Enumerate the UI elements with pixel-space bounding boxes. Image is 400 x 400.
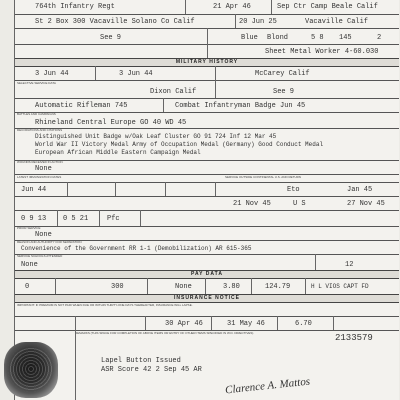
service-row-2: [15, 196, 399, 211]
soldier-deposits-value: None: [175, 283, 192, 291]
mh-row-wounds: WOUNDS RECEIVED IN ACTION None: [15, 160, 399, 175]
decorations-line-3: European African Middle Eastern Campaign Medal: [35, 149, 201, 156]
header-row-3: [15, 28, 399, 45]
longevity-value: 0: [25, 283, 30, 291]
insurance-band: INSURANCE NOTICE: [15, 294, 399, 303]
unit-value: 764th Infantry Regt: [35, 3, 115, 11]
departure-2-destination: U S: [293, 200, 306, 208]
pay-row: [15, 278, 399, 295]
occupation-value: Sheet Metal Worker 4-60.030: [265, 48, 379, 56]
discharge-document: [14, 0, 399, 400]
locator-value: See 9: [100, 34, 122, 42]
serial-stamp-value: 2133579: [335, 333, 373, 343]
height-value: 5 8: [311, 34, 324, 42]
remarks-row: REMARKS (THIS SPACE FOR COMPLETION OF ABOVE ITEMS OR ENTRY OF OTHER ITEMS SPECIFIED IN W.D. DIRECTIVES) 2133579 Lapel Button Issued ASR Score 42 2 Sep 45 AR: [15, 330, 399, 400]
prior-service-value: None: [35, 231, 52, 239]
induction-date-value: 3 Jun 44: [35, 70, 69, 78]
foreign-service-value: 0 5 21: [63, 215, 89, 223]
entry-place-value: McCarey Calif: [255, 70, 310, 78]
reason-value: Convenience of the Government RR 1-1 (Demobilization) AR 615-365: [21, 245, 252, 252]
reason-row: REASON AND AUTHORITY FOR SEPARATION Convenience of the Government RR 1-1 (Demobilization) AR 615-365: [15, 240, 399, 255]
thumbprint-ridges-icon: [8, 346, 54, 392]
separation-date-value: 21 Apr 46: [213, 3, 251, 11]
disbursing-officer-value: H L VIOS CAPT FD: [311, 283, 369, 290]
departure-1-destination: Eto: [287, 186, 300, 194]
departure-1-date: Jun 44: [21, 186, 47, 194]
dependents-value: 2: [377, 34, 382, 42]
premium-value: 6.70: [295, 320, 312, 328]
soldier-signature: Clarence A. Mattos: [224, 375, 311, 397]
schools-row: SERVICE SCHOOLS ATTENDED None 12: [15, 254, 399, 271]
prior-service-row: PRIOR SERVICE None: [15, 226, 399, 241]
decorations-line-1: Distinguished Unit Badge w/Oak Leaf Cluster GO 91 724 Inf 12 Mar 45: [35, 133, 277, 140]
mh-row-3: [15, 98, 399, 113]
insurance-row-2: [15, 316, 399, 331]
birthplace-value: Vacaville Calif: [305, 18, 369, 26]
enlistment-date-value: 3 Jun 44: [119, 70, 153, 78]
mustering-out-value: 300: [111, 283, 124, 291]
pay-data-band: PAY DATA: [15, 270, 399, 279]
mos-value: Automatic Rifleman 745: [35, 102, 128, 110]
mh-row-1: [15, 66, 399, 81]
arrival-2-date: 27 Nov 45: [347, 200, 385, 208]
service-row-header: LATEST IMMUNIZATION DATES SERVICE OUTSIDE CONTINENTAL U.S. AND RETURN: [15, 174, 399, 183]
decorations-line-2: World War II Victory Medal Army of Occupation Medal (Germany) Good Conduct Medal: [35, 141, 324, 148]
lapel-button-value: Lapel Button Issued: [101, 357, 181, 365]
service-row-1: [15, 182, 399, 197]
insurance-row-1: IMPORTANT: IF PREMIUM IS NOT PAID WHEN DUE OR WITHIN THIRTY-ONE DAYS THEREAFTER, INSURANCE WILL LAPSE.: [15, 302, 399, 317]
header-row-1: [15, 0, 399, 15]
military-history-band: MILITARY HISTORY: [15, 58, 399, 67]
hair-value: Blond: [267, 34, 289, 42]
mh-row-decorations: DECORATIONS AND CITATIONS Distinguished Unit Badge w/Oak Leaf Cluster GO 91 724 Inf 12 Mar 45 World War II Victory Medal Army of Occupation Medal (Germany) Good Conduct Medal European African Middle Eastern Campaign Medal: [15, 128, 399, 161]
total-value: 124.79: [265, 283, 291, 291]
birth-value: 20 Jun 25: [239, 18, 277, 26]
separation-place-value: Sep Ctr Camp Beale Calif: [277, 3, 378, 11]
qualification-value: Combat Infantryman Badge Jun 45: [175, 102, 306, 110]
mh-row-battles: BATTLES AND CAMPAIGNS Rhineland Central Europe GO 40 WD 45: [15, 112, 399, 129]
departure-2-date: 21 Nov 45: [233, 200, 271, 208]
continental-service-value: 0 9 13: [21, 215, 47, 223]
arrival-1-date: Jan 45: [347, 186, 373, 194]
next-premium-value: 31 May 46: [227, 320, 265, 328]
weight-value: 145: [339, 34, 352, 42]
allotment-date-value: 30 Apr 46: [165, 320, 203, 328]
asr-score-value: ASR Score 42 2 Sep 45 AR: [101, 366, 202, 374]
see-field-value: See 9: [273, 88, 295, 96]
travel-pay-value: 3.80: [223, 283, 240, 291]
address-value: St 2 Box 300 Vacaville Solano Co Calif: [35, 18, 195, 26]
eyes-value: Blue: [241, 34, 258, 42]
education-value: 12: [345, 261, 354, 269]
schools-value: None: [21, 261, 38, 269]
address-at-entry-value: Dixon Calif: [150, 88, 197, 96]
header-row-2: [15, 14, 399, 29]
battles-value: Rhineland Central Europe GO 40 WD 45: [35, 119, 187, 127]
header-row-4: [15, 44, 399, 59]
service-row-3: [15, 210, 399, 227]
grade-value: Pfc: [107, 215, 120, 223]
mh-row-2: SELECTIVE SERVICE DATA Dixon Calif See 9: [15, 80, 399, 99]
wounds-value: None: [35, 165, 52, 173]
